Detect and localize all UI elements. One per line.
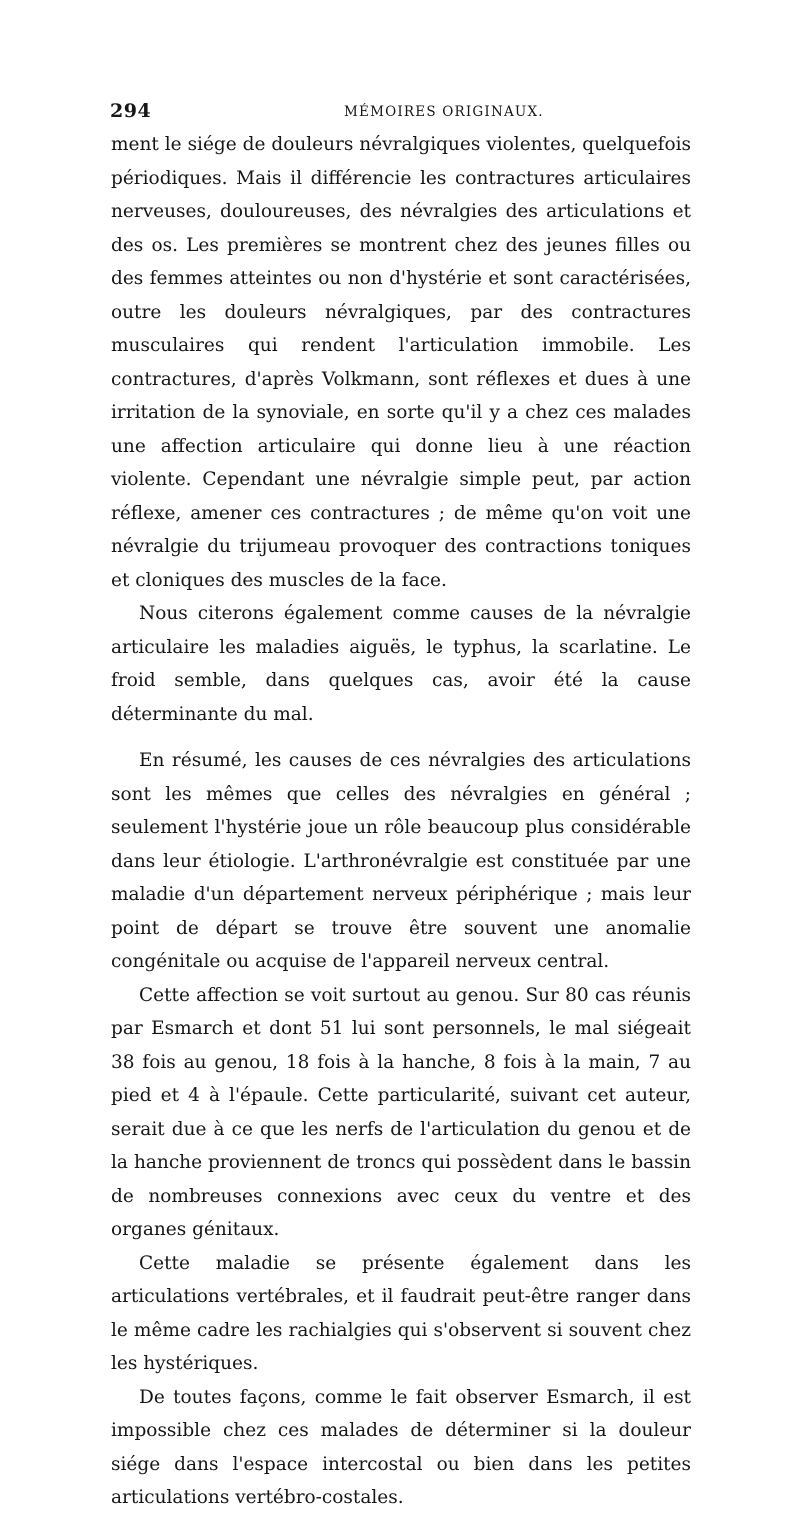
paragraph-3: En résumé, les causes de ces névralgies des articulations sont les mêmes que celles des névralgies en général ; seulement l'hystérie joue un rôle beaucoup plus considérable dans leur étiologie. L'arthronévralgie est constituée par une maladie d'un département nerveux périphérique ; mais leur point de départ se trouve être souvent une anomalie congénitale ou acquise de l'appareil nerveux central. xyxy=(111,750,691,972)
paragraph-4: Cette affection se voit surtout au genou. Sur 80 cas réunis par Esmarch et dont 51 lui sont personnels, le mal siégeait 38 fois au genou, 18 fois à la hanche, 8 fois à la main, 7 au pied et 4 à l'épaule. Cette particularité, suivant cet auteur, serait due à ce que les nerfs de l'articulation du genou et de la hanche proviennent de troncs qui possèdent dans le bassin de nombreuses connexions avec ceux du ventre et des organes génitaux. xyxy=(111,984,691,1240)
body-text xyxy=(111,128,691,1515)
paragraph-2: Nous citerons également comme causes de la névralgie articulaire les maladies aiguës, le typhus, la scarlatine. Le froid semble, dans quelques cas, avoir été la cause déterminante du mal. xyxy=(111,603,691,725)
page-number: 294 xyxy=(110,100,152,122)
paragraph-5: Cette maladie se présente également dans les articulations vertébrales, et il faudrait peut-être ranger dans le même cadre les rachialgies qui s'observent si souvent chez les hystériques. xyxy=(111,1252,691,1374)
paragraph-6: De toutes façons, comme le fait observer Esmarch, il est impossible chez ces malades de déterminer si la douleur siége dans l'espace intercostal ou bien dans les petites articulations vertébro-costales. xyxy=(111,1386,691,1508)
page-header xyxy=(110,100,710,126)
paragraph-1: ment le siége de douleurs névralgiques violentes, quelquefois périodiques. Mais il différencie les contractures articulaires nerveuses, douloureuses, des névralgies des articulations et des os. Les premières se montrent chez des jeunes filles ou des femmes atteintes ou non d'hystérie et sont caractérisées, outre les douleurs névralgiques, par des contractures musculaires qui rendent l'articulation immobile. Les contractures, d'après Volkmann, sont réflexes et dues à une irritation de la synoviale, en sorte qu'il y a chez ces malades une affection articulaire qui donne lieu à une réaction violente. Cependant une névralgie simple peut, par action réflexe, amener ces contractures ; de même qu'on voit une névralgie du trijumeau provoquer des contractions toniques et cloniques des muscles de la face. xyxy=(111,134,691,591)
running-title: MÉMOIRES ORIGINAUX. xyxy=(344,104,544,120)
